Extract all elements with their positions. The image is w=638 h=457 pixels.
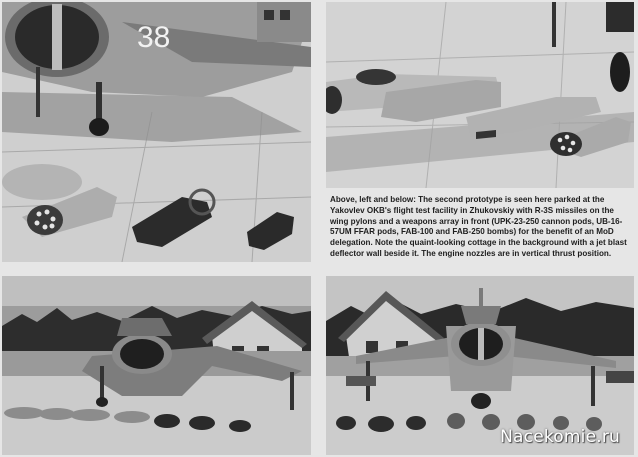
photo-caption: Above, left and below: The second prototype is seen here parked at the Yakovlev OKB's flight test facility in Zhukovskiy with R-3S missiles on the wing pylons and a weapons array in front (UPK-23-250 cannon pods, UB-16-57UM FFAR pods, FAB-100 and FAB-250 bombs) for the benefit of an MoD delegation. Note the quaint-looking cottage in the background with a jet blast deflector wall beside it. The engine nozzles are in vertical thrust position. [330, 195, 627, 258]
photo-top-right [326, 2, 634, 188]
watermark-text: Nacekomie.ru [500, 427, 620, 447]
rocket-pods-photo [326, 2, 634, 188]
photo-bottom-left [2, 276, 311, 455]
aircraft-number: 38 [137, 21, 171, 54]
aircraft-nose-weapons-photo [2, 2, 311, 262]
photo-top-left [2, 2, 311, 262]
aircraft-cottage-left-photo [2, 276, 311, 455]
